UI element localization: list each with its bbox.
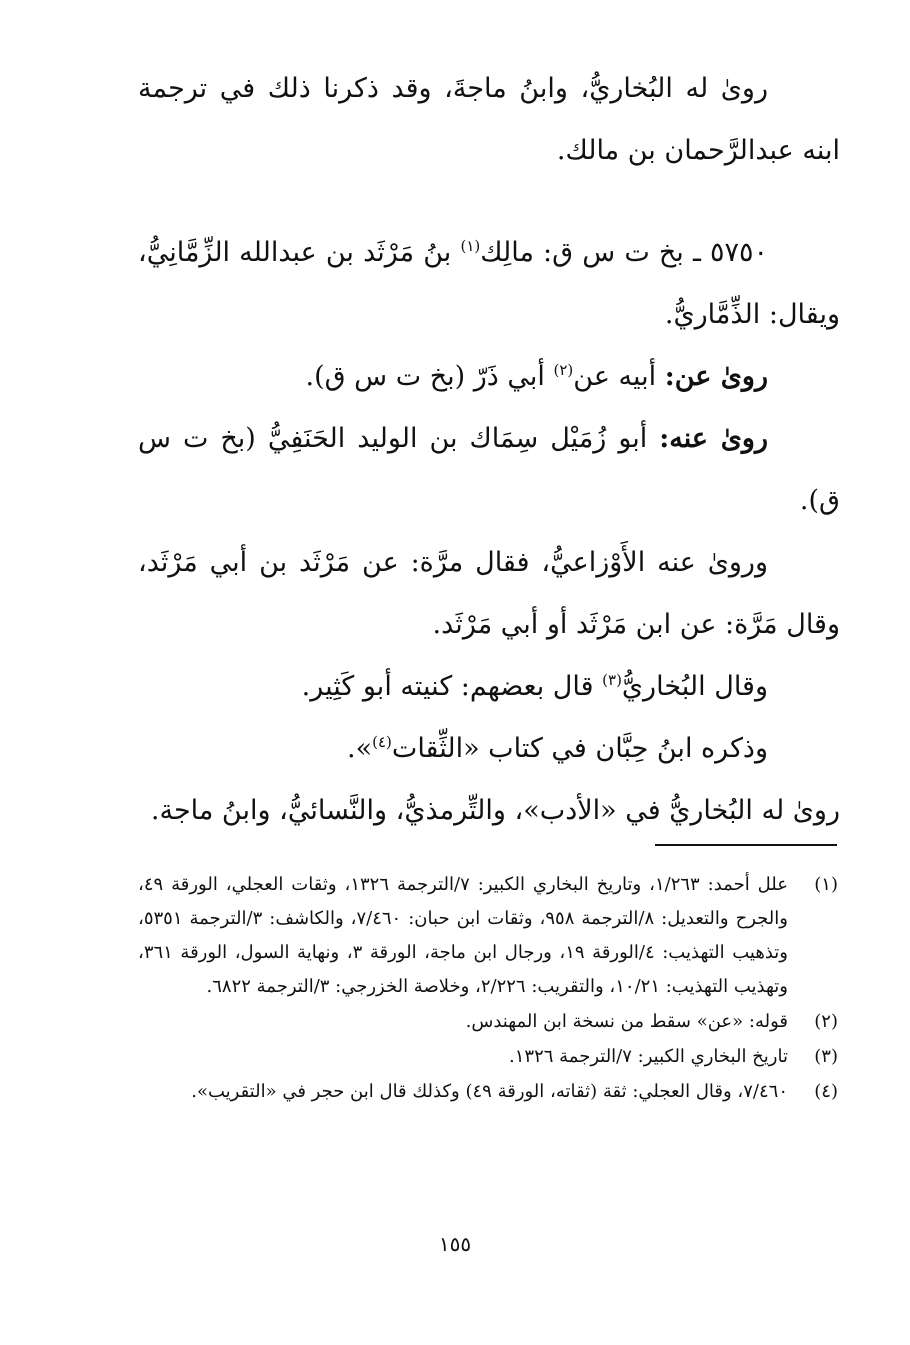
footnote-number: (٤) [814,1081,838,1102]
footnote-text: تاريخ البخاري الكبير: ٧/الترجمة ١٣٢٦. [509,1046,788,1067]
paragraph-final: رویٰ له البُخاريُّ في «الأدب»، والتِّرمذيُّ، والنَّسائيُّ، وابنُ ماجة. [150,795,840,826]
footnote-4 [138,1075,840,1109]
footnote-3 [138,1040,840,1074]
footnote-ref-1[interactable]: (١) [460,237,481,255]
entry-heading-end: بنُ مَرْثَد بن عبدالله الزِّمَّانِيُّ، ويقال: الذِّمَّاريُّ. [138,237,840,330]
footnote-ref-3[interactable]: (٣) [602,671,622,689]
main-text [138,58,840,842]
narrated-from [138,346,840,408]
paragraph-awzai: وروىٰ عنه الأَوْزاعيُّ، فقال مرَّة: عن مَرْثَد بن أبي مَرْثَد، وقال مَرَّة: عن ابن مَرْثَد أو أبي مَرْثَد. [138,547,840,640]
section-gap [138,182,840,222]
footnote-text: علل أحمد: ١/٢٦٣، وتاريخ البخاري الكبير: ٧/الترجمة ١٣٢٦، وثقات العجلي، الورقة ٤٩، والجرح والتعديل: ٨/الترجمة ٩٥٨، وثقات ابن حبان: ٧/٤٦٠، والكاشف: ٣/الترجمة ٥٣٥١، وتذهيب التهذيب: ٤/الورقة ١٩، ورجال ابن ماجة، الورقة ٣، ونهاية السول، الورقة ٣٦١، وتهذيب التهذيب: ١٠/٢١، والتقريب: ٢/٢٢٦، وخلاصة الخزرجي: ٣/الترجمة ٦٨٢٢. [138,874,789,997]
paragraph-intro: رویٰ له البُخاريُّ، وابنُ ماجةَ، وقد ذكرنا ذلك في ترجمة ابنه عبدالرَّحمان بن مالك. [138,73,840,166]
footnote-2 [138,1005,840,1039]
footnote-1 [138,868,840,1004]
narrated-from-text-a: أبيه عن [573,361,665,392]
footnote-ref-2[interactable]: (٢) [553,361,574,379]
footnote-number: (٢) [814,1011,838,1032]
footnote-ref-4[interactable]: (٤) [372,733,392,751]
footnote-number: (١) [814,874,838,895]
footnote-number: (٣) [814,1046,838,1067]
footnote-text: قوله: «عن» سقط من نسخة ابن المهندس. [465,1011,788,1032]
narrated-from-label: رویٰ عن: [664,361,768,392]
narrated-by [138,408,840,532]
narrated-by-label: رویٰ عنه: [659,423,768,454]
bukhari-text-a: وقال البُخاريُّ [621,671,768,702]
page-number: ١٥٥ [438,1232,472,1256]
bukhari-text-b: قال بعضهم: كنيته أبو كَثِير. [301,671,603,702]
hibban-text-a: وذكره ابنُ حِبَّان في كتاب «الثِّقات [391,733,768,764]
footnote-text: ٧/٤٦٠، وقال العجلي: ثقة (ثقاته، الورقة ٤٩) وكذلك قال ابن حجر في «التقريب». [191,1081,788,1102]
paragraph-bukhari [138,656,840,718]
footnotes [138,868,840,1110]
entry-heading [138,222,840,346]
narrated-from-text-b: أبي ذَرّ (بخ ت س ق). [305,361,554,392]
hibban-text-b: ». [347,733,373,764]
narrated-by-text: أبو زُمَيْل سِمَاك بن الوليد الحَنَفِيُّ (بخ ت س ق). [138,423,840,516]
footnote-separator [655,844,837,846]
entry-heading-start: ٥٧٥٠ ـ بخ ت س ق: مالِك [480,237,768,268]
paragraph-ibn-hibban [138,718,840,780]
